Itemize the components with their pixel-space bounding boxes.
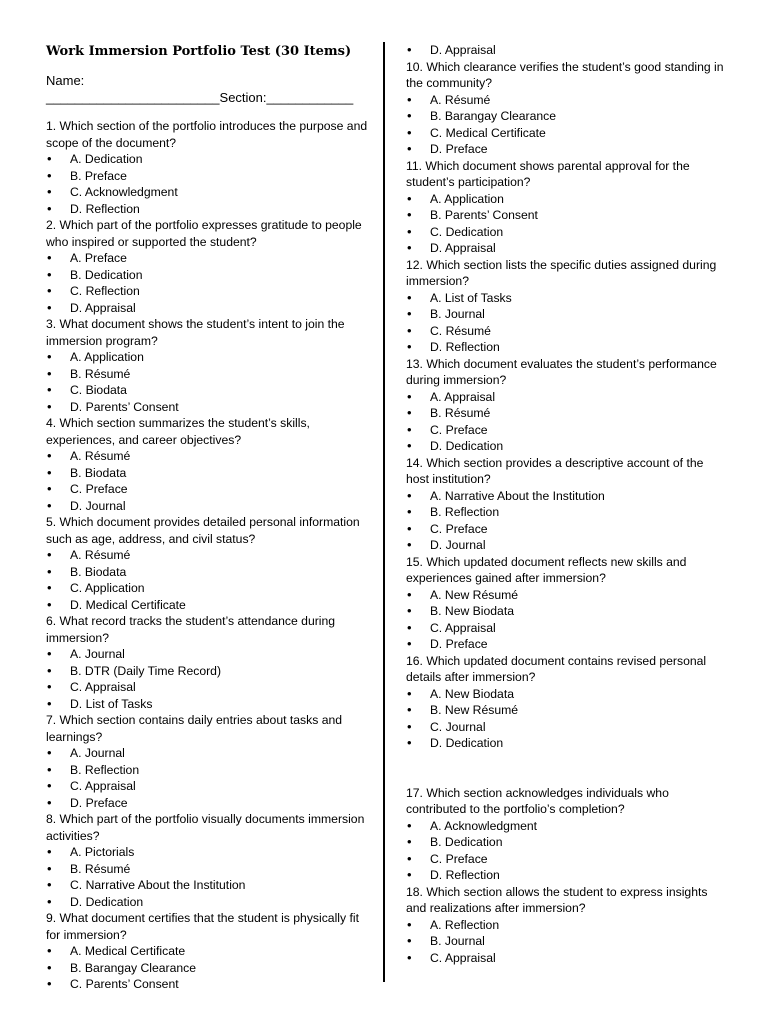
answer-option: • D. Reflection — [406, 867, 728, 884]
option-list — [406, 686, 728, 752]
answer-option: • C. Appraisal — [406, 950, 728, 967]
answer-option: • B. Reflection — [46, 762, 368, 779]
answer-option: • D. Dedication — [46, 894, 368, 911]
name-section-line: Name: ________________________Section:____________ — [46, 73, 354, 105]
answer-option: • C. Reflection — [46, 283, 368, 300]
question-text: 4. Which section summarizes the student’s skills, experiences, and career objectives? — [46, 416, 310, 447]
question-text: 5. Which document provides detailed personal information such as age, address, and civil status? — [46, 515, 360, 546]
answer-option: • C. Dedication — [406, 224, 728, 241]
option-list — [46, 646, 368, 712]
answer-option: • D. Reflection — [406, 339, 728, 356]
answer-option: • A. Acknowledgment — [406, 818, 728, 835]
answer-option: • D. Preface — [46, 795, 368, 812]
answer-option: • D. Preface — [406, 141, 728, 158]
option-list — [406, 92, 728, 158]
option-list — [406, 917, 728, 967]
answer-option: • C. Preface — [406, 422, 728, 439]
option-list — [46, 943, 368, 993]
answer-option: • C. Résumé — [406, 323, 728, 340]
answer-option: • D. Appraisal — [46, 300, 368, 317]
answer-option: • B. New Résumé — [406, 702, 728, 719]
answer-option: • C. Preface — [406, 521, 728, 538]
answer-option: • A. List of Tasks — [406, 290, 728, 307]
answer-option: • B. Journal — [406, 933, 728, 950]
question-text: 14. Which section provides a descriptive account of the host institution? — [406, 455, 704, 486]
answer-option: • B. Preface — [46, 168, 368, 185]
answer-option: • B. Résumé — [46, 366, 368, 383]
answer-option: • A. New Résumé — [406, 587, 728, 604]
answer-option: • B. Parents’ Consent — [406, 207, 728, 224]
question-text: 18. Which section allows the student to express insights and realizations after immersion? — [406, 884, 708, 915]
answer-option: • A. Pictorials — [46, 844, 368, 861]
question-text: 11. Which document shows parental approval for the student’s participation? — [406, 158, 690, 189]
question-text: 15. Which updated document reflects new skills and experiences gained after immersion? — [406, 554, 687, 585]
answer-option: • A. Appraisal — [406, 389, 728, 406]
option-list — [46, 844, 368, 910]
answer-option: • A. Reflection — [406, 917, 728, 934]
answer-option: • C. Preface — [406, 851, 728, 868]
answer-option: • A. Application — [406, 191, 728, 208]
answer-option: • C. Preface — [46, 481, 368, 498]
option-list — [406, 488, 728, 554]
answer-option: • D. Dedication — [406, 438, 728, 455]
answer-option: • B. Reflection — [406, 504, 728, 521]
left-column — [46, 42, 368, 993]
answer-option: • B. Journal — [406, 306, 728, 323]
answer-option: • A. New Biodata — [406, 686, 728, 703]
answer-option: • A. Résumé — [46, 448, 368, 465]
question-text: 12. Which section lists the specific duties assigned during immersion? — [406, 257, 717, 288]
answer-option: • D. Appraisal — [406, 240, 728, 257]
answer-option: • B. Barangay Clearance — [46, 960, 368, 977]
question-text: 9. What document certifies that the student is physically fit for immersion? — [46, 911, 359, 942]
answer-option: • C. Appraisal — [46, 778, 368, 795]
answer-option: • A. Résumé — [406, 92, 728, 109]
option-list — [406, 191, 728, 257]
right-question-list-b — [406, 785, 728, 967]
left-question-list — [46, 118, 368, 993]
answer-option: • C. Medical Certificate — [406, 125, 728, 142]
answer-option: • C. Narrative About the Institution — [46, 877, 368, 894]
answer-option: • D. Appraisal — [406, 42, 728, 59]
question-text: 3. What document shows the student’s intent to join the immersion program? — [46, 317, 345, 348]
answer-option: • B. Dedication — [406, 834, 728, 851]
answer-option: • B. Biodata — [46, 564, 368, 581]
answer-option: • D. Preface — [406, 636, 728, 653]
answer-option: • A. Narrative About the Institution — [406, 488, 728, 505]
answer-option: • C. Biodata — [46, 382, 368, 399]
answer-option: • C. Application — [46, 580, 368, 597]
answer-option: • A. Résumé — [46, 547, 368, 564]
answer-option: • A. Preface — [46, 250, 368, 267]
answer-option: • B. Dedication — [46, 267, 368, 284]
question-text: 16. Which updated document contains revised personal details after immersion? — [406, 653, 707, 684]
answer-option: • D. Journal — [46, 498, 368, 515]
answer-option: • C. Journal — [406, 719, 728, 736]
column-divider — [383, 42, 385, 982]
answer-option: • B. Biodata — [46, 465, 368, 482]
answer-option: • D. Parents’ Consent — [46, 399, 368, 416]
answer-option: • A. Journal — [46, 646, 368, 663]
question-text: 7. Which section contains daily entries about tasks and learnings? — [46, 713, 343, 744]
answer-option: • B. Résumé — [46, 861, 368, 878]
question-text: 17. Which section acknowledges individuals who contributed to the portfolio’s completion? — [406, 785, 669, 816]
answer-option: • A. Dedication — [46, 151, 368, 168]
answer-option: • D. Medical Certificate — [46, 597, 368, 614]
answer-option: • B. Résumé — [406, 405, 728, 422]
answer-option: • C. Appraisal — [46, 679, 368, 696]
answer-option: • B. DTR (Daily Time Record) — [46, 663, 368, 680]
option-list — [46, 349, 368, 415]
answer-option: • B. Barangay Clearance — [406, 108, 728, 125]
question-text: 1. Which section of the portfolio introduces the purpose and scope of the document? — [46, 119, 368, 150]
carryover-options — [406, 42, 728, 59]
answer-option: • D. Journal — [406, 537, 728, 554]
answer-option: • C. Parents’ Consent — [46, 976, 368, 993]
question-text: 6. What record tracks the student’s attendance during immersion? — [46, 614, 336, 645]
answer-option: • A. Application — [46, 349, 368, 366]
question-text: 2. Which part of the portfolio expresses gratitude to people who inspired or supported the student? — [46, 218, 362, 249]
option-list — [46, 151, 368, 217]
right-question-list-a — [406, 59, 728, 752]
option-list — [46, 745, 368, 811]
right-column — [406, 42, 728, 966]
question-text: 13. Which document evaluates the student’s performance during immersion? — [406, 356, 717, 387]
answer-option: • C. Acknowledgment — [46, 184, 368, 201]
option-list — [406, 389, 728, 455]
answer-option: • A. Journal — [46, 745, 368, 762]
option-list — [406, 587, 728, 653]
blank-gap — [406, 752, 728, 785]
answer-option: • D. Dedication — [406, 735, 728, 752]
option-list — [46, 448, 368, 514]
answer-option: • A. Medical Certificate — [46, 943, 368, 960]
answer-option: • C. Appraisal — [406, 620, 728, 637]
answer-option: • B. New Biodata — [406, 603, 728, 620]
option-list — [406, 818, 728, 884]
option-list — [406, 290, 728, 356]
option-list — [46, 547, 368, 613]
option-list — [46, 250, 368, 316]
answer-option: • D. Reflection — [46, 201, 368, 218]
question-text: 10. Which clearance verifies the student’s good standing in the community? — [406, 59, 724, 90]
page-title: Work Immersion Portfolio Test (30 Items) — [46, 44, 352, 59]
answer-option: • D. List of Tasks — [46, 696, 368, 713]
question-text: 8. Which part of the portfolio visually documents immersion activities? — [46, 812, 365, 843]
